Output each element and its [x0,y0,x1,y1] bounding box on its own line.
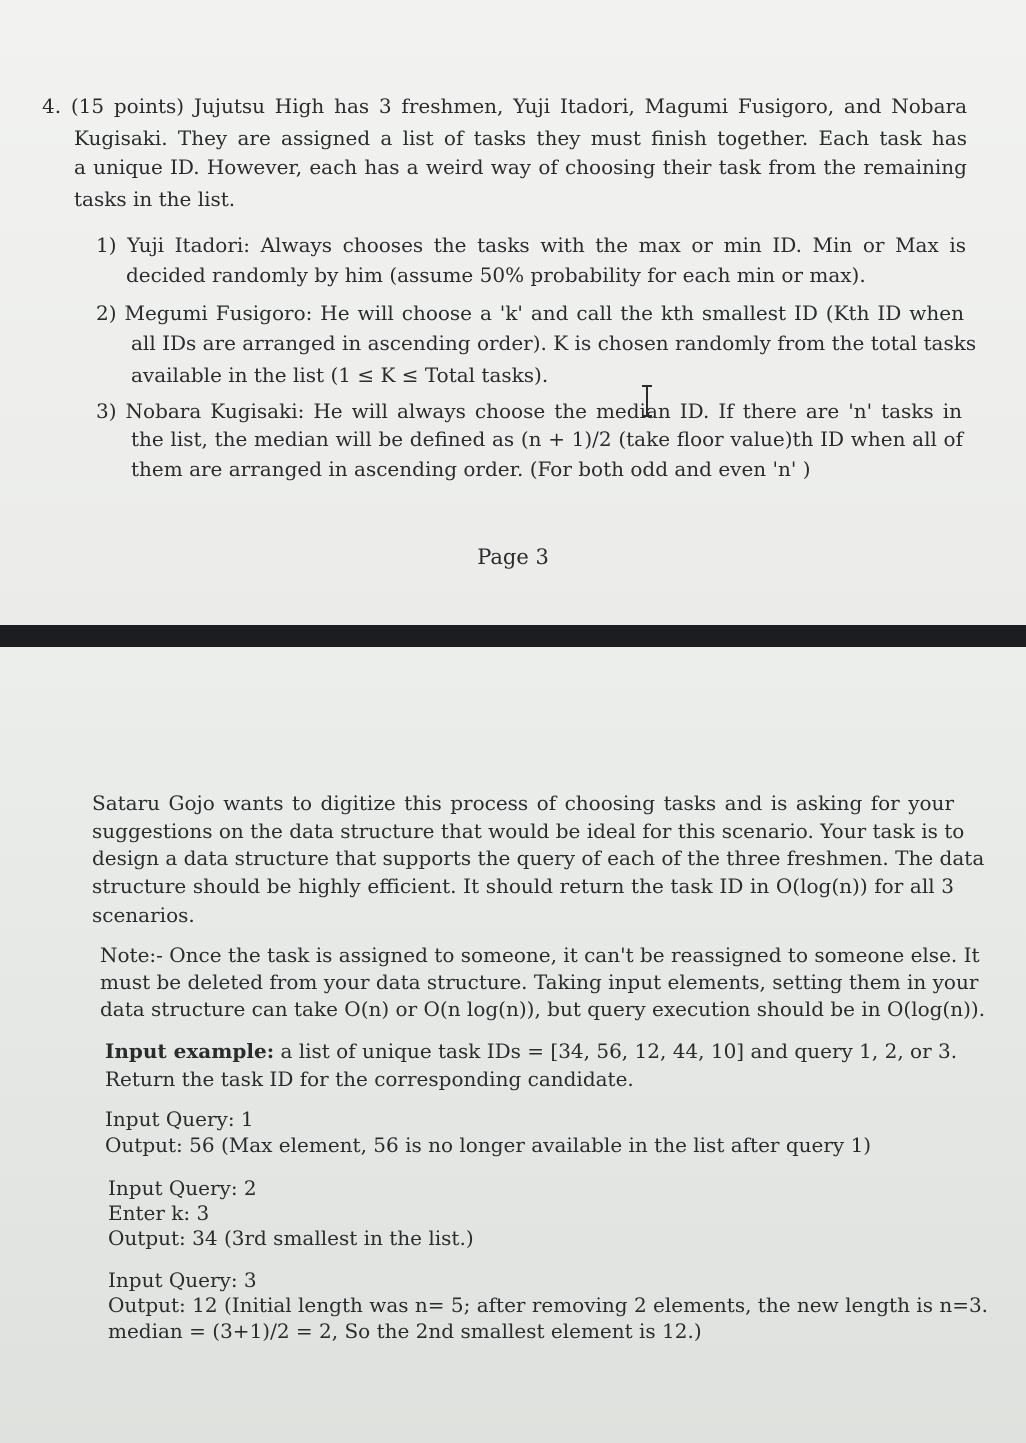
example-2-enter-k: Enter k: 3 [108,1201,210,1225]
input-example-line-2: Return the task ID for the corresponding candidate. [105,1067,634,1091]
page-divider [0,625,1026,647]
note-line-2: must be deleted from your data structure. Taking input elements, setting them in your [100,970,979,994]
question-line-3: a unique ID. However, each has a weird way of choosing their task from the remaining [74,155,967,179]
input-example-line-1 [105,1038,957,1064]
example-3-output: Output: 12 (Initial length was n= 5; after removing 2 elements, the new length is n=3. [108,1293,989,1317]
text-cursor-icon [640,385,654,417]
example-3-query: Input Query: 3 [108,1268,257,1292]
gojo-line-3: design a data structure that supports the query of each of the three freshmen. The data [92,846,985,870]
gojo-line-5: scenarios. [92,903,195,927]
input-example-label: Input example: [105,1039,275,1063]
page-number: Page 3 [477,545,549,569]
question-line-4: tasks in the list. [74,187,236,211]
example-3-median: median = (3+1)/2 = 2, So the 2nd smallest element is 12.) [108,1319,702,1343]
item-2-line-2: all IDs are arranged in ascending order). K is chosen randomly from the total tasks [131,331,977,355]
gojo-line-2: suggestions on the data structure that would be ideal for this scenario. Your task is to [92,819,965,843]
item-1-line-1: 1) Yuji Itadori: Always chooses the tasks with the max or min ID. Min or Max is [96,233,966,257]
question-line-1: 4. (15 points) Jujutsu High has 3 freshmen, Yuji Itadori, Magumi Fusigoro, and Nobara [42,94,967,118]
example-1-query: Input Query: 1 [105,1107,254,1131]
item-2-line-1: 2) Megumi Fusigoro: He will choose a 'k' and call the kth smallest ID (Kth ID when [96,301,964,325]
item-3-line-2: the list, the median will be defined as (n + 1)/2 (take floor value)th ID when all of [131,427,963,451]
example-2-query: Input Query: 2 [108,1176,257,1200]
note-line-1: Note:- Once the task is assigned to someone, it can't be reassigned to someone else. It [100,943,980,967]
input-example-text: a list of unique task IDs = [34, 56, 12, 44, 10] and query 1, 2, or 3. [274,1039,958,1063]
gojo-line-1: Sataru Gojo wants to digitize this process of choosing tasks and is asking for your [92,791,954,815]
example-2-output: Output: 34 (3rd smallest in the list.) [108,1226,474,1250]
gojo-line-4: structure should be highly efficient. It should return the task ID in O(log(n)) for all 3 [92,874,954,898]
item-2-line-3: available in the list (1 ≤ K ≤ Total tasks). [131,363,549,387]
item-1-line-2: decided randomly by him (assume 50% probability for each min or max). [126,263,866,287]
question-line-2: Kugisaki. They are assigned a list of tasks they must finish together. Each task has [74,126,967,150]
item-3-line-1: 3) Nobara Kugisaki: He will always choose the median ID. If there are 'n' tasks in [96,399,962,423]
note-line-3: data structure can take O(n) or O(n log(n)), but query execution should be in O(log(n)). [100,997,986,1021]
example-1-output: Output: 56 (Max element, 56 is no longer available in the list after query 1) [105,1133,872,1157]
item-3-line-3: them are arranged in ascending order. (For both odd and even 'n' ) [131,457,811,481]
